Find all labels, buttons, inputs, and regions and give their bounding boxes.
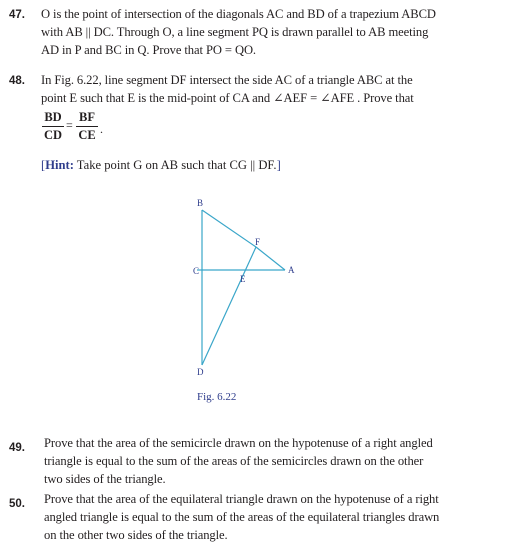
text-line: In Fig. 6.22, line segment DF intersect the side AC of a triangle ABC at the — [41, 73, 413, 87]
problem-number: 49. — [9, 442, 25, 454]
problem-text — [44, 434, 433, 488]
text-line: point E such that E is the mid-point of CA and ∠AEF = ∠AFE . Prove that — [41, 91, 414, 105]
denominator: CE — [78, 128, 96, 142]
figure-lines — [197, 210, 285, 365]
problem-number: 47. — [9, 9, 25, 21]
label-f: F — [255, 237, 261, 247]
label-d: D — [197, 367, 204, 377]
label-e: E — [240, 274, 246, 284]
text-line: on the other two sides of the triangle. — [44, 528, 228, 542]
text-line: triangle is equal to the sum of the areas of the semicircles drawn on the other — [44, 454, 424, 468]
label-b: B — [197, 198, 204, 208]
text-line: Prove that the area of the equilateral triangle drawn on the hypotenuse of a right — [44, 492, 439, 506]
denominator: CD — [43, 128, 63, 142]
text-line: with AB || DC. Through O, a line segment PQ is drawn parallel to AB meeting — [41, 25, 429, 39]
period: . — [100, 122, 103, 136]
numerator: BD — [44, 110, 62, 124]
problem-text — [44, 490, 439, 544]
segment-df — [202, 247, 256, 365]
problem-number: 50. — [9, 498, 25, 510]
segment-bf — [202, 210, 256, 247]
hint-open-bracket: [ — [41, 158, 46, 172]
text-line: angled triangle is equal to the sum of the areas of the equilateral triangles drawn — [44, 510, 440, 524]
text-line: two sides of the triangle. — [44, 472, 166, 486]
segment-fa — [256, 247, 285, 270]
label-a: A — [288, 265, 295, 275]
hint-label: Hint: — [45, 158, 74, 172]
text-line: Prove that the area of the semicircle drawn on the hypotenuse of a right angled — [44, 436, 433, 450]
text-line: AD in P and BC in Q. Prove that PO = QO. — [41, 43, 256, 57]
numerator: BF — [79, 110, 95, 124]
text-line: O is the point of intersection of the diagonals AC and BD of a trapezium ABCD — [41, 7, 436, 21]
hint-text: Take point G on AB such that CG || DF. — [73, 158, 277, 172]
figure-caption: Fig. 6.22 — [197, 391, 237, 403]
problem-number: 48. — [9, 75, 25, 87]
hint-close-bracket: ] — [276, 158, 281, 172]
equals-sign: = — [66, 118, 73, 132]
label-c: C — [193, 266, 200, 276]
